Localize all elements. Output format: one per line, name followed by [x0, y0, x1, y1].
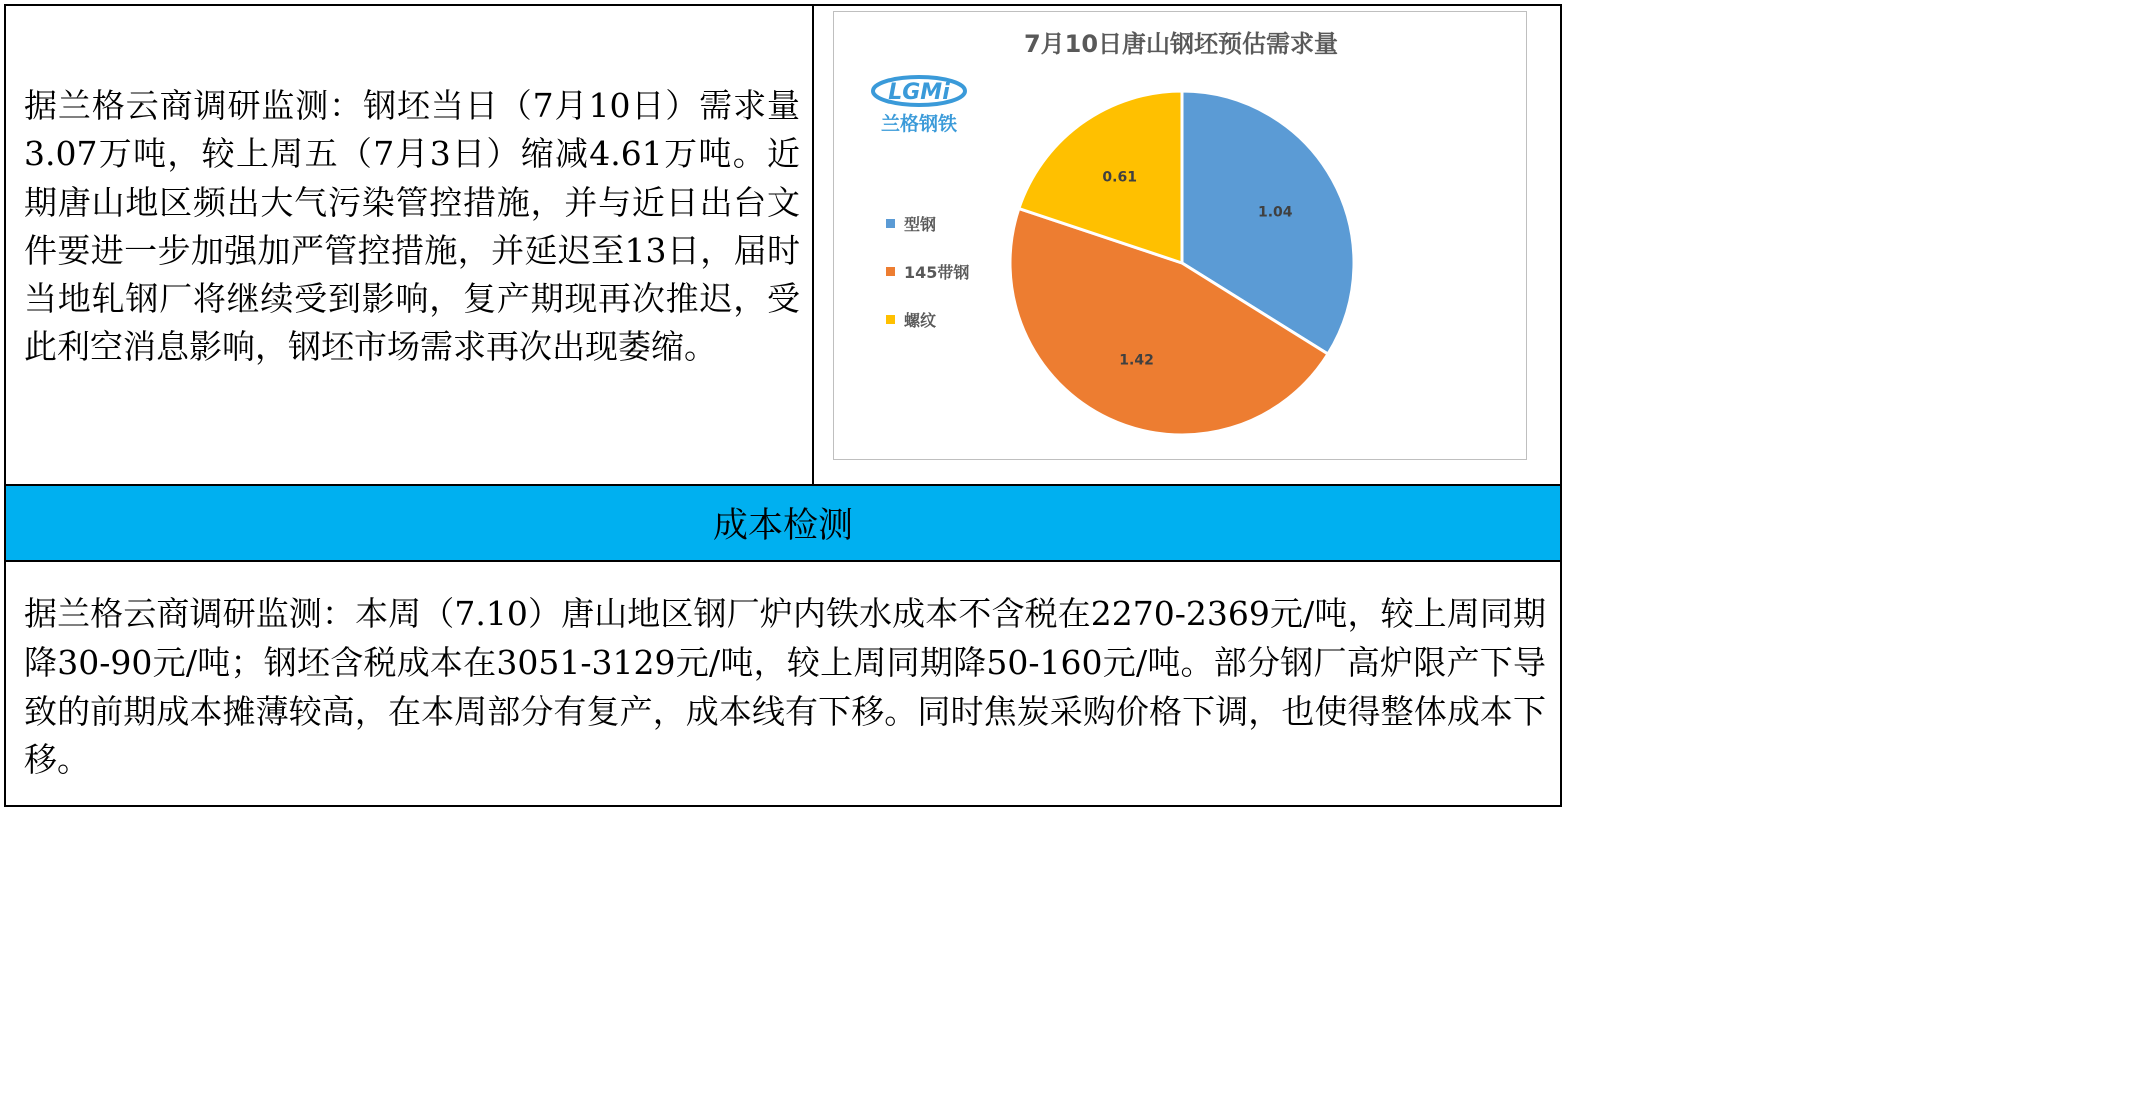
logo-caption: 兰格钢铁 — [880, 113, 958, 135]
legend-label-1: 型钢 — [904, 215, 937, 234]
section-banner — [6, 486, 1560, 562]
legend-swatch-3 — [886, 315, 895, 324]
legend-swatch-2 — [886, 267, 895, 276]
chart-legend — [886, 215, 969, 330]
pie-chart — [834, 12, 1528, 461]
pie-slices — [1010, 91, 1354, 435]
section-banner-title: 成本检测 — [712, 506, 853, 546]
logo-text: LGMi — [888, 80, 950, 105]
data-label-2: 1.42 — [1119, 352, 1154, 369]
column-divider — [812, 6, 814, 484]
lgmi-logo — [873, 77, 965, 135]
chart-title: 7月10日唐山钢坯预估需求量 — [1023, 30, 1339, 58]
demand-paragraph: 据兰格云商调研监测：钢坯当日（7月10日）需求量3.07万吨，较上周五（7月3日）缩减4.61万吨。近期唐山地区频出大气污染管控措施，并与近日出台文件要进一步加强加严管控措施，并延迟至13日，届时当地轧钢厂将继续受到影响，复产期现再次推迟，受此利空消息影响，钢坯市场需求再次出现萎缩。 — [24, 86, 800, 367]
cost-paragraph: 据兰格云商调研监测：本周（7.10）唐山地区钢厂炉内铁水成本不含税在2270-2369元/吨，较上周同期降30-90元/吨；钢坯含税成本在3051-3129元/吨，较上周同期降50-160元/吨。部分钢厂高炉限产下导致的前期成本摊薄较高，在本周部分有复产，成本线有下移。同时焦炭采购价格下调，也使得整体成本下移。 — [24, 594, 1546, 780]
pie-chart-panel — [833, 11, 1527, 460]
legend-label-2: 145带钢 — [904, 263, 970, 282]
data-label-3: 0.61 — [1102, 169, 1137, 186]
data-label-1: 1.04 — [1257, 204, 1293, 221]
legend-label-3: 螺纹 — [904, 311, 937, 330]
legend-swatch-1 — [886, 219, 895, 228]
